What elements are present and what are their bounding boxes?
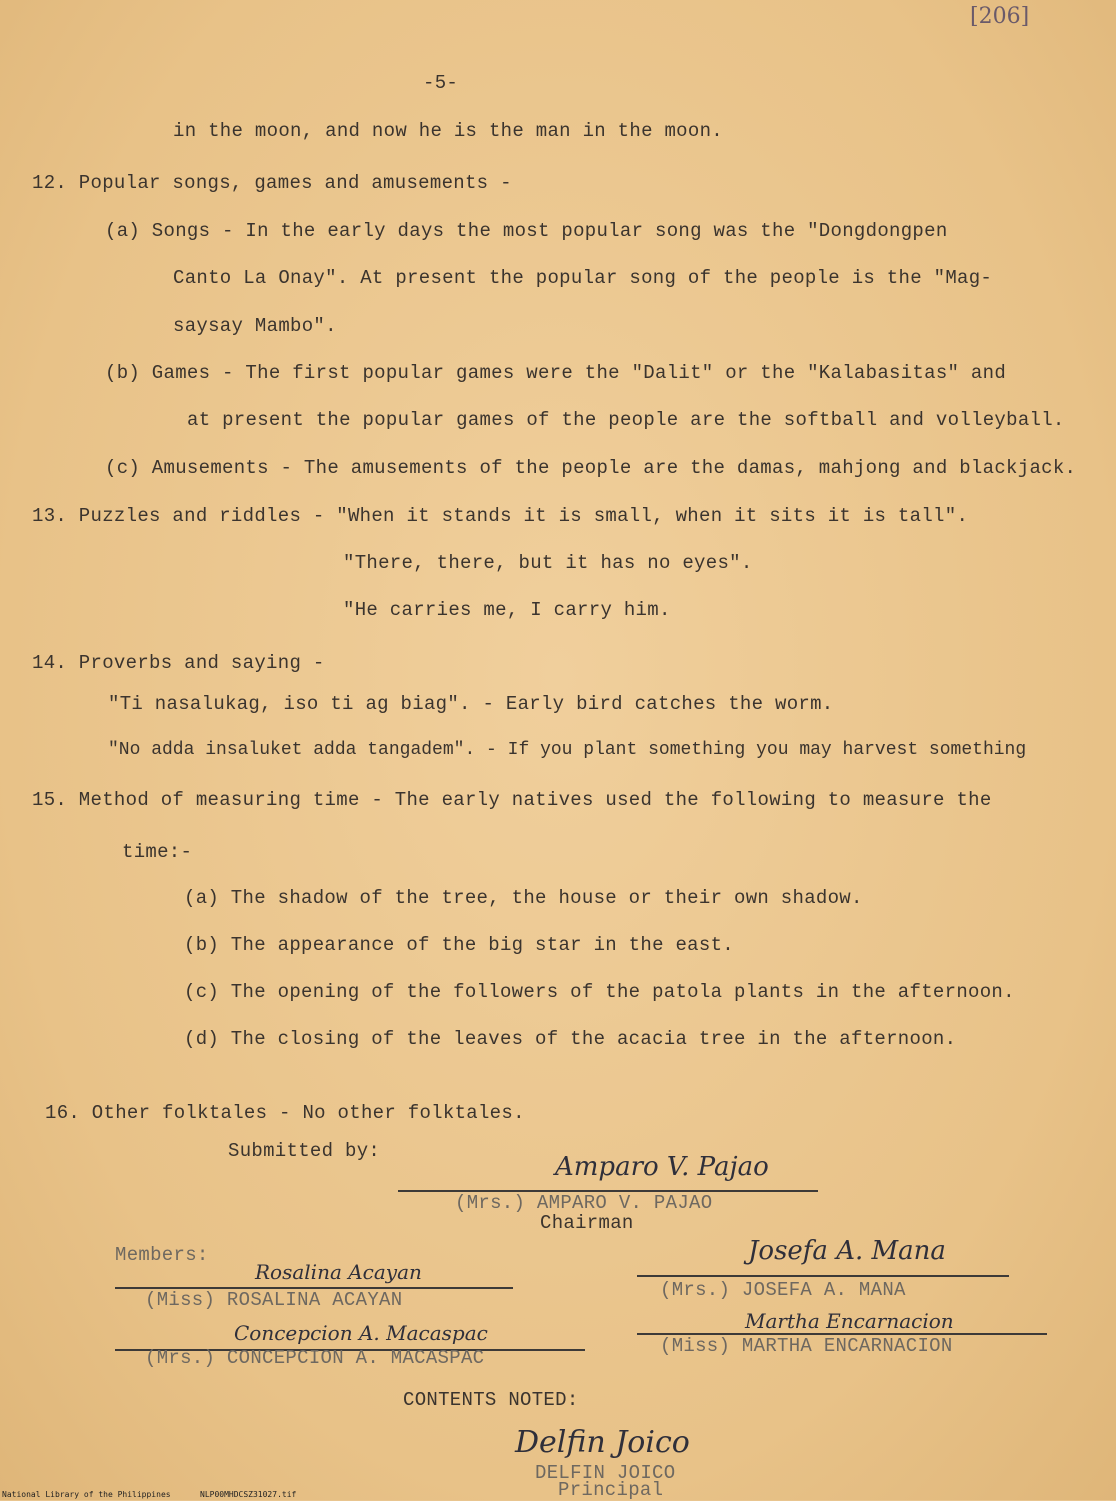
section-14-line-1: "Ti nasalukag, iso ti ag biag". - Early bird catches the worm. bbox=[108, 693, 834, 715]
section-14-line-2: "No adda insaluket adda tangadem". - If you plant something you may harvest something bbox=[108, 740, 1027, 760]
footer-filename: NLP00MHDCSZ31027.tif bbox=[200, 1490, 297, 1499]
section-15d: (d) The closing of the leaves of the acacia tree in the afternoon. bbox=[184, 1028, 957, 1050]
member-1-name: (Miss) ROSALINA ACAYAN bbox=[145, 1289, 403, 1311]
section-15a: (a) The shadow of the tree, the house or their own shadow. bbox=[184, 887, 863, 909]
member-2-signature-line bbox=[637, 1275, 1009, 1277]
member-4-name: (Miss) MARTHA ENCARNACION bbox=[660, 1335, 953, 1357]
section-12a-line-2: Canto La Onay". At present the popular song of the people is the "Mag- bbox=[173, 267, 993, 289]
section-13-line-2: "There, there, but it has no eyes". bbox=[343, 552, 753, 574]
continuation-line: in the moon, and now he is the man in the moon. bbox=[173, 120, 723, 142]
section-12a-line-1: (a) Songs - In the early days the most popular song was the "Dongdongpen bbox=[105, 220, 948, 242]
chairman-name: (Mrs.) AMPARO V. PAJAO bbox=[455, 1192, 713, 1214]
member-4-signature: Martha Encarnacion bbox=[745, 1309, 954, 1333]
chairman-title: Chairman bbox=[540, 1212, 634, 1234]
archive-reference: [206] bbox=[970, 4, 1030, 29]
section-12-heading: 12. Popular songs, games and amusements - bbox=[32, 172, 512, 194]
section-15c: (c) The opening of the followers of the patola plants in the afternoon. bbox=[184, 981, 1015, 1003]
section-14-heading: 14. Proverbs and saying - bbox=[32, 652, 325, 674]
section-12b-line-2: at present the popular games of the people are the softball and volleyball. bbox=[187, 409, 1065, 431]
member-1-signature: Rosalina Acayan bbox=[255, 1260, 422, 1284]
page-number: -5- bbox=[423, 72, 459, 94]
member-3-signature: Concepcion A. Macaspac bbox=[234, 1321, 488, 1345]
section-15-line-1: 15. Method of measuring time - The early natives used the following to measure the bbox=[32, 789, 992, 811]
principal-signature: Delfin Joico bbox=[515, 1425, 690, 1460]
section-12a-line-3: saysay Mambo". bbox=[173, 315, 337, 337]
submitted-by-label: Submitted by: bbox=[228, 1140, 381, 1162]
members-label: Members: bbox=[115, 1244, 209, 1266]
section-13-line-1: 13. Puzzles and riddles - "When it stands it is small, when it sits it is tall". bbox=[32, 505, 969, 527]
chairman-signature: Amparo V. Pajao bbox=[555, 1152, 769, 1182]
principal-name: DELFIN JOICO bbox=[535, 1462, 676, 1484]
principal-title: Principal bbox=[558, 1479, 664, 1501]
section-12c-line: (c) Amusements - The amusements of the people are the damas, mahjong and blackjack. bbox=[105, 457, 1077, 479]
member-3-name: (Mrs.) CONCEPCION A. MACASPAC bbox=[145, 1347, 485, 1369]
section-16: 16. Other folktales - No other folktales. bbox=[45, 1102, 525, 1124]
contents-noted-label: CONTENTS NOTED: bbox=[403, 1389, 579, 1411]
section-12b-line-1: (b) Games - The first popular games were the "Dalit" or the "Kalabasitas" and bbox=[105, 362, 1007, 384]
member-2-signature: Josefa A. Mana bbox=[748, 1236, 946, 1266]
section-15b: (b) The appearance of the big star in the east. bbox=[184, 934, 734, 956]
member-2-name: (Mrs.) JOSEFA A. MANA bbox=[660, 1279, 906, 1301]
section-15-line-2: time:- bbox=[122, 841, 193, 863]
section-13-line-3: "He carries me, I carry him. bbox=[343, 599, 671, 621]
footer-library-name: National Library of the Philippines bbox=[2, 1490, 171, 1499]
